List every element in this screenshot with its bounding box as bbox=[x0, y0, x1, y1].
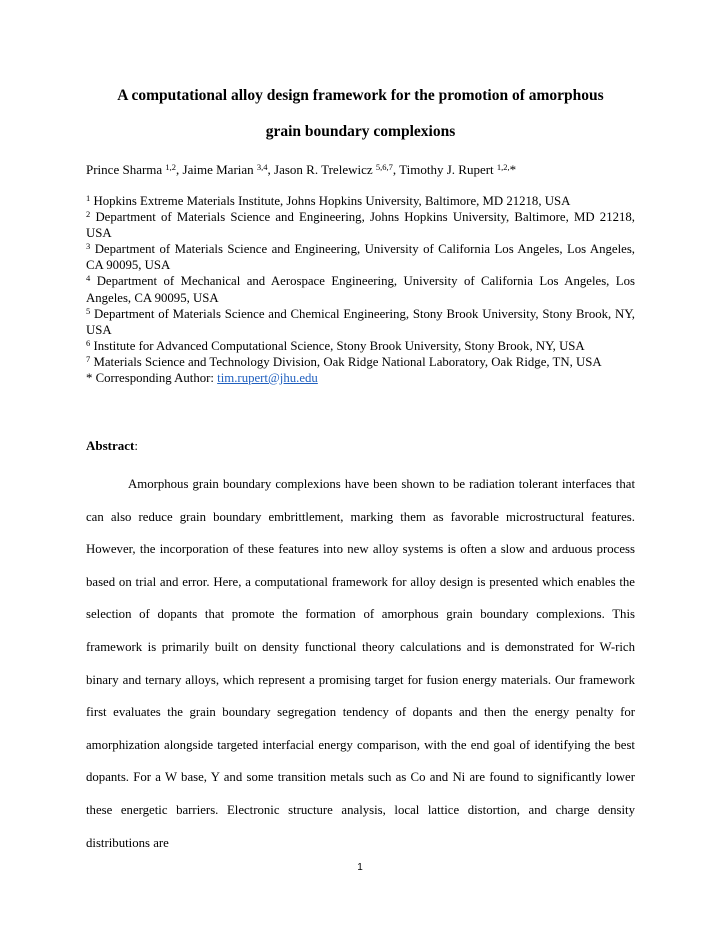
author-separator: , bbox=[267, 162, 275, 177]
author bbox=[399, 162, 516, 177]
author bbox=[183, 162, 275, 177]
abstract-heading bbox=[86, 438, 138, 454]
affiliation bbox=[86, 241, 635, 273]
affiliation-number: 5 bbox=[86, 305, 91, 316]
affiliation bbox=[86, 338, 635, 354]
author-affiliation-marker: 3,4 bbox=[256, 162, 268, 172]
abstract-heading-text: Abstract bbox=[86, 438, 135, 453]
affiliation-text: Materials Science and Technology Division, Oak Ridge National Laboratory, Oak Ridge, TN, USA bbox=[93, 354, 602, 369]
author-affiliation-marker: 1,2, bbox=[496, 162, 510, 172]
affiliation bbox=[86, 354, 635, 370]
affiliation-number: 7 bbox=[86, 353, 91, 364]
affiliation bbox=[86, 209, 635, 241]
paper-title-line-1: A computational alloy design framework for the promotion of amorphous bbox=[117, 87, 604, 104]
affiliation-number: 1 bbox=[86, 193, 91, 203]
author-name: Jason R. Trelewicz bbox=[274, 162, 373, 177]
author-affiliation-marker: 1,2 bbox=[165, 162, 177, 172]
paper-title-line-2: grain boundary complexions bbox=[265, 123, 456, 140]
abstract-paragraph: Amorphous grain boundary complexions have been shown to be radiation tolerant interfaces that can also reduce grain boundary embrittlement, marking them as favorable microstructural features. However, the incorporation of these features into new alloy systems is often a slow and arduous process based on trial and error. Here, a computational framework for alloy design is presented which enables the selection of dopants that promote the formation of amorphous grain boundary complexions. This framework is primarily built on density functional theory calculations and is demonstrated for W-rich binary and ternary alloys, which represent a promising target for fusion energy materials. Our framework first evaluates the grain boundary segregation tendency of dopants and then the energy penalty for amorphization alongside targeted interfacial energy comparison, with the end goal of identifying the best dopants. For a W base, Y and some transition metals such as Co and Ni are found to significantly lower these energetic barriers. Electronic structure analysis, local lattice distortion, and charge density distributions are bbox=[86, 477, 635, 850]
affiliation-list bbox=[86, 193, 635, 386]
affiliation-number: 4 bbox=[86, 273, 91, 284]
author-name: Prince Sharma bbox=[86, 162, 163, 177]
author-affiliation-marker: 5,6,7 bbox=[375, 162, 393, 172]
author-separator: , bbox=[176, 162, 183, 177]
affiliation-text: Department of Materials Science and Engineering, Johns Hopkins University, Baltimore, MD 21218, USA bbox=[86, 210, 635, 241]
affiliation bbox=[86, 306, 635, 338]
affiliation-text: Hopkins Extreme Materials Institute, Johns Hopkins University, Baltimore, MD 21218, USA bbox=[93, 194, 571, 208]
affiliation-number: 2 bbox=[86, 209, 91, 220]
affiliation bbox=[86, 273, 635, 305]
author-name: Timothy J. Rupert bbox=[399, 162, 494, 177]
affiliation-text: Department of Materials Science and Engineering, University of California Los Angeles, Los Angeles, CA 90095, USA bbox=[86, 242, 635, 273]
affiliation-text: Institute for Advanced Computational Science, Stony Brook University, Stony Brook, NY, USA bbox=[93, 338, 585, 353]
author-separator: , bbox=[392, 162, 400, 177]
author bbox=[86, 162, 183, 177]
corresponding-author-line bbox=[86, 370, 635, 386]
affiliation-number: 3 bbox=[86, 241, 91, 252]
corresponding-author-mark: * bbox=[509, 162, 517, 177]
abstract-body bbox=[86, 468, 635, 859]
affiliation-text: Department of Materials Science and Chemical Engineering, Stony Brook University, Stony Brook, NY, USA bbox=[86, 306, 636, 337]
page-number: 1 bbox=[357, 862, 363, 873]
corresponding-author-label: * Corresponding Author: bbox=[86, 371, 218, 386]
affiliation-number: 6 bbox=[86, 337, 91, 348]
author-list bbox=[86, 162, 646, 178]
author bbox=[274, 162, 399, 177]
abstract-heading-colon: : bbox=[134, 438, 139, 453]
corresponding-email-link[interactable]: tim.rupert@jhu.edu bbox=[217, 371, 318, 386]
affiliation bbox=[86, 193, 635, 209]
affiliation-text: Department of Mechanical and Aerospace Engineering, University of California Los Angeles, Los Angeles, CA 90095, USA bbox=[86, 274, 635, 305]
author-name: Jaime Marian bbox=[182, 162, 254, 177]
